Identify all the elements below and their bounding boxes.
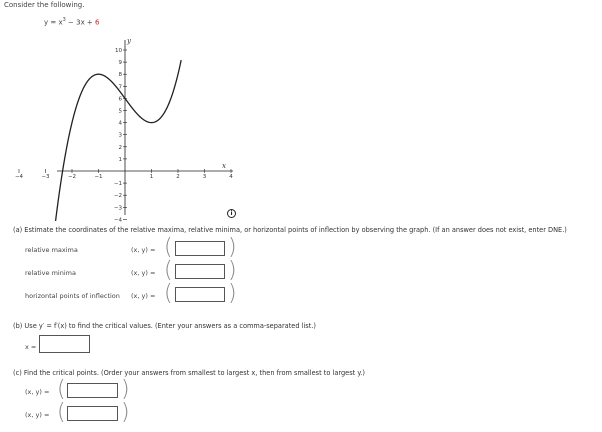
open-paren: ( <box>57 400 66 425</box>
relative-maxima-input[interactable] <box>175 241 225 256</box>
close-paren: ) <box>228 281 237 306</box>
critical-point-1-xy: (x, y) = <box>25 388 50 396</box>
x-tick-label: 4 <box>229 174 233 180</box>
critical-point-2-input[interactable] <box>67 406 118 421</box>
y-tick-label: −2 <box>113 193 122 200</box>
equation-exponent: 3 <box>62 17 66 23</box>
y-tick-label: −4 <box>113 217 122 224</box>
equation-constant: 6 <box>95 18 100 27</box>
x-tick-label: −3 <box>41 174 50 180</box>
horizontal-inflection-xy: (x, y) = <box>131 292 156 300</box>
function-graph <box>14 35 235 224</box>
y-tick-label: 3 <box>118 132 122 139</box>
relative-minima-input[interactable] <box>175 264 225 279</box>
open-paren: ( <box>57 377 66 402</box>
intro-text: Consider the following. <box>4 1 85 9</box>
x-tick-label: −4 <box>14 174 24 180</box>
critical-point-2-xy: (x, y) = <box>25 411 50 419</box>
critical-point-1-input[interactable] <box>67 383 118 398</box>
y-tick-label: 1 <box>118 156 122 163</box>
x-tick-label: 3 <box>202 174 207 180</box>
y-tick-label: 7 <box>118 84 122 91</box>
relative-maxima-label: relative maxima <box>25 246 78 254</box>
close-paren: ) <box>121 400 130 425</box>
equation <box>44 17 100 26</box>
close-paren: ) <box>228 258 237 283</box>
y-tick-label: 9 <box>118 60 122 67</box>
open-paren: ( <box>164 281 173 306</box>
close-paren: ) <box>121 377 130 402</box>
open-paren: ( <box>164 235 173 260</box>
y-tick-label: 5 <box>118 108 122 115</box>
part-c-prompt: (c) Find the critical points. (Order your answers from smallest to largest x, then from smallest to largest y.) <box>13 369 365 377</box>
horizontal-inflection-input[interactable] <box>175 287 225 302</box>
info-icon[interactable]: i <box>227 209 236 218</box>
part-a-prompt: (a) Estimate the coordinates of the relative maxima, relative minima, or horizontal points of inflection by observing the graph. (If an answer does not exist, enter DNE.) <box>13 226 567 234</box>
x-tick-label: −1 <box>94 174 103 180</box>
equation-mid: − 3x + <box>65 18 96 27</box>
y-tick-label: 4 <box>118 120 122 127</box>
y-tick-label: −1 <box>113 181 122 188</box>
relative-maxima-xy: (x, y) = <box>131 246 156 254</box>
y-tick-label: 2 <box>118 144 122 151</box>
y-tick-label: 10 <box>115 48 122 54</box>
y-tick-label: 6 <box>118 96 122 103</box>
horizontal-inflection-label: horizontal points of inflection <box>25 292 120 300</box>
relative-minima-label: relative minima <box>25 269 76 277</box>
x-equals-label: x = <box>25 343 37 351</box>
relative-minima-xy: (x, y) = <box>131 269 156 277</box>
y-axis-label: y <box>127 37 131 45</box>
x-tick-label: 1 <box>149 174 154 180</box>
equation-lhs: y = x <box>44 18 63 27</box>
part-b-prompt: (b) Use y′ = f′(x) to find the critical values. (Enter your answers as a comma-separated list.) <box>13 322 316 330</box>
open-paren: ( <box>164 258 173 283</box>
close-paren: ) <box>228 235 237 260</box>
y-tick-label: −3 <box>113 205 122 212</box>
critical-values-input[interactable] <box>39 335 90 353</box>
x-tick-label: 2 <box>176 174 180 180</box>
x-tick-label: −2 <box>67 174 77 180</box>
y-tick-label: 8 <box>118 72 122 79</box>
x-axis-label: x <box>222 162 226 170</box>
